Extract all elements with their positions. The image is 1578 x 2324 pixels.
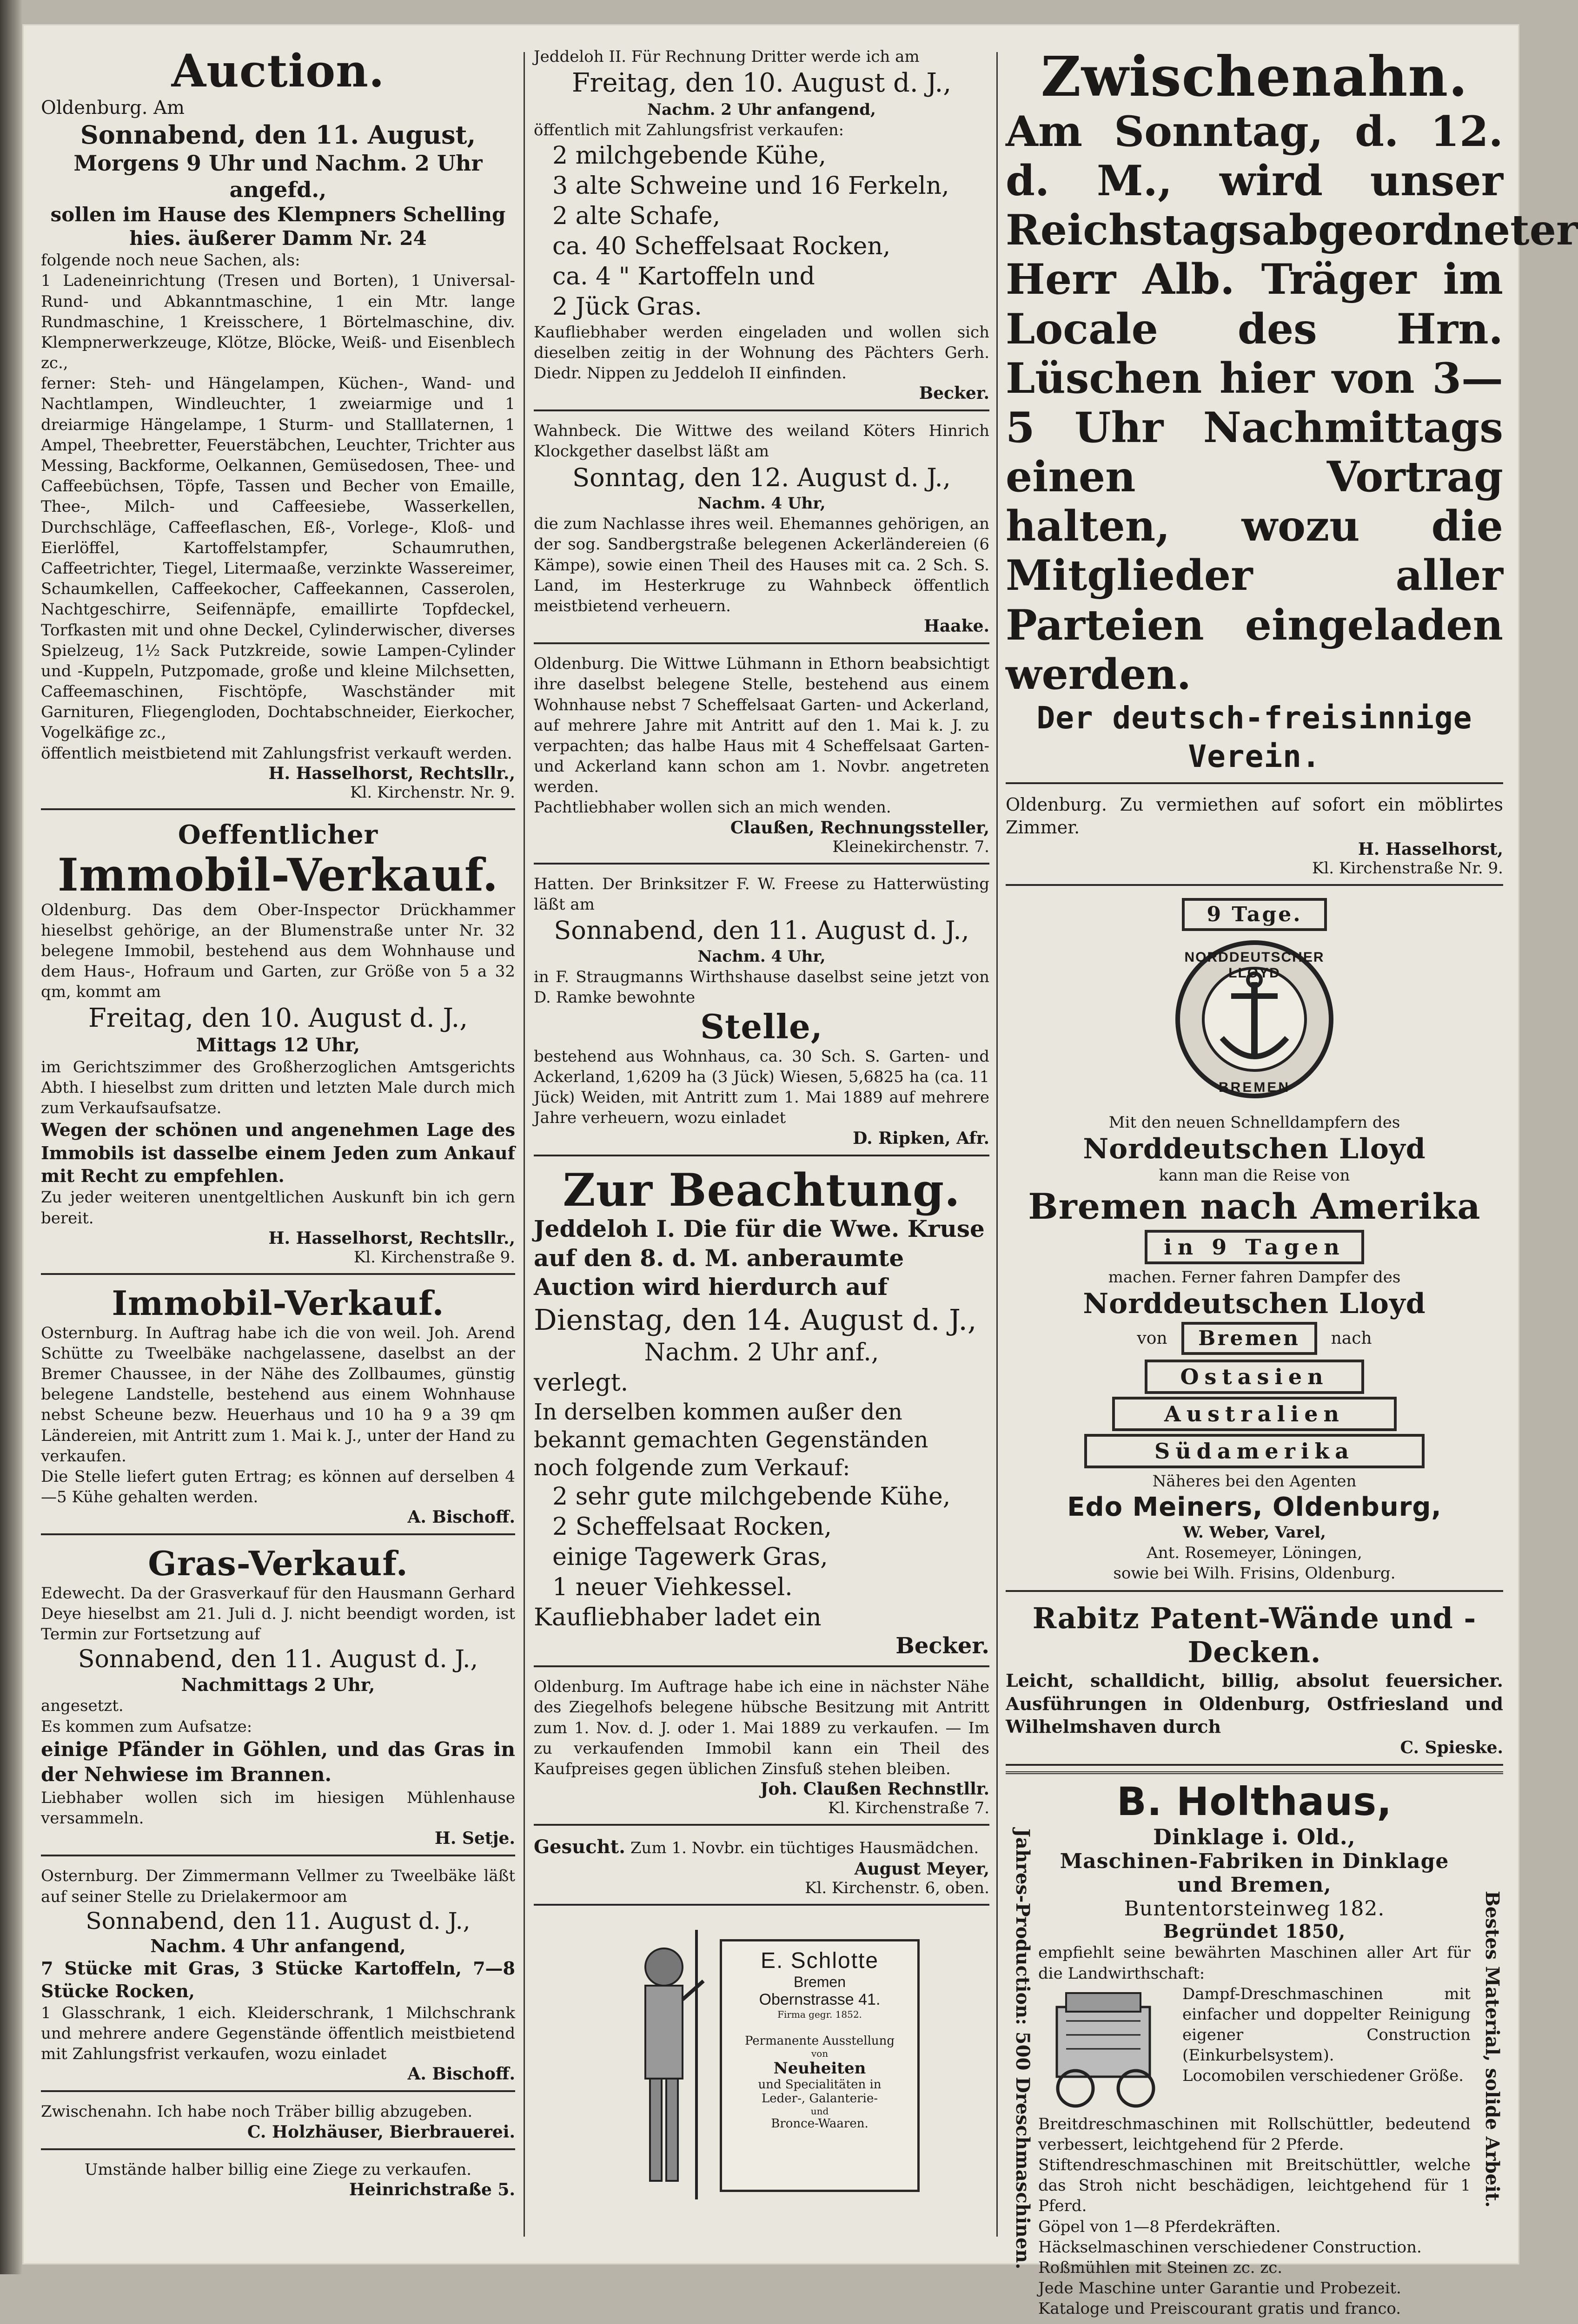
newspaper-page xyxy=(22,24,1578,2318)
immobil-1-title: Immobil-Verkauf. xyxy=(57,849,499,902)
lloyd-dest-australien: Australien xyxy=(1112,1397,1397,1431)
schlotte-line-1: Permanente Ausstellung xyxy=(744,2034,895,2048)
lloyd-name-2: Norddeutschen Lloyd xyxy=(1083,1287,1426,1320)
immobil-1-body-3: Zu jeder weiteren unentgeltlichen Auskunft bin ich gern bereit. xyxy=(41,1188,515,1228)
gras-time: Nachmittags 2 Uhr, xyxy=(181,1674,375,1696)
immobil-2-signature: A. Bischoff. xyxy=(407,1507,515,1527)
hatten-date: Sonnabend, den 11. August d. J., xyxy=(554,916,969,945)
osternburg-body-2: 1 Glasschrank, 1 eich. Kleiderschrank, 1 Milchschrank und mehrere andere Gegenstände öffentlich meistbietend mit Zahlungsfrist verkaufen, wozu einladet xyxy=(41,2003,515,2064)
beachtung-item: 1 neuer Viehkessel. xyxy=(552,1573,793,1602)
gesucht-label: Gesucht. xyxy=(534,1836,626,1858)
hatten-time: Nachm. 4 Uhr, xyxy=(697,947,826,966)
holthaus-item-6: Häckselmaschinen verschiedener Construction. xyxy=(1038,2238,1422,2257)
hatten-ad xyxy=(534,870,989,1156)
osternburg-signature: A. Bischoff. xyxy=(407,2064,515,2084)
auction-body-1: 1 Ladeneinrichtung (Tresen und Borten), 1 Universal-Rund- und Abkanntmaschine, 1 ein Mtr. lange Rundmaschine, 1 Kreisschere, 1 Börtelmaschine, div. Klempnerwerkzeuge, Klötze, Blöcke, Weiß- und Eisenblech zc., xyxy=(41,271,515,373)
lloyd-text-2: machen. Ferner fahren Dampfer des xyxy=(1108,1268,1401,1287)
jeddeloh-2-time: Nachm. 2 Uhr anfangend, xyxy=(647,100,876,119)
zwischenahn-title: Zwischenahn. xyxy=(1041,44,1468,109)
luehmann-signature: Claußen, Rechnungssteller, xyxy=(730,818,989,838)
lloyd-text-1: kann man die Reise von xyxy=(1159,1166,1350,1185)
holthaus-item-1: Dampf-Dreschmaschinen mit einfacher und doppelter Reinigung eigener Construction (Einkurbelsystem). xyxy=(1182,1984,1471,2065)
ziege-body: Umstände halber billig eine Ziege zu verkaufen. xyxy=(84,2160,472,2179)
lloyd-days: in 9 Tagen xyxy=(1145,1230,1364,1264)
luehmann-address: Kleinekirchenstr. 7. xyxy=(832,837,989,856)
holthaus-item-5: Göpel von 1—8 Pferdekräften. xyxy=(1038,2217,1281,2236)
jeddeloh-2-item: 3 alte Schweine und 16 Ferkeln, xyxy=(552,172,949,200)
auction-title: Auction. xyxy=(171,45,385,97)
immobil-2-body-2: Die Stelle liefert guten Ertrag; es können auf derselben 4—5 Kühe gehalten werden. xyxy=(41,1467,515,1507)
lloyd-emblem xyxy=(1157,936,1352,1112)
holthaus-item-3: Breitdreschmaschinen mit Rollschüttler, bedeutend verbessert, leichtgehend für 2 Pferde. xyxy=(1038,2114,1471,2154)
holthaus-title: B. Holthaus, xyxy=(1116,1779,1392,1825)
immobil-1-bold: Wegen der schönen und angenehmen Lage des Immobils ist dasselbe einem Jeden zum Ankauf mit Recht zu empfehlen. xyxy=(41,1119,515,1187)
ziegelhof-signature: Joh. Claußen Rechnstllr. xyxy=(760,1779,989,1799)
ziege-address: Heinrichstraße 5. xyxy=(349,2179,515,2199)
gesucht-ad xyxy=(534,1831,989,1906)
column-3 xyxy=(1006,43,1578,2318)
auction-ad xyxy=(41,43,515,810)
gras-date: Sonnabend, den 11. August d. J., xyxy=(78,1645,478,1673)
immobil-1-title-small: Oeffentlicher xyxy=(178,819,378,850)
immobil-ad-2 xyxy=(41,1281,515,1535)
lloyd-bremen: Bremen xyxy=(1181,1322,1317,1355)
zwischenahn-small-signature: C. Holzhäuser, Bierbrauerei. xyxy=(247,2122,515,2142)
immobil-1-time: Mittags 12 Uhr, xyxy=(196,1034,360,1056)
beachtung-signature: Becker. xyxy=(895,1633,989,1659)
lloyd-von: von xyxy=(1137,1329,1167,1348)
gras-body-1: Edewecht. Da der Grasverkauf für den Hausmann Gerhard Deye hieselbst am 21. Juli d. J. nicht beendigt worden, ist Termin zur Fortsetzung auf xyxy=(41,1584,515,1644)
schlotte-street: Obernstrasse 41. xyxy=(759,1991,881,2009)
gras-ad xyxy=(41,1541,515,1856)
auction-location: sollen im Hause des Klempners Schelling hies. äußerer Damm Nr. 24 xyxy=(50,203,506,250)
wahnbeck-signature: Haake. xyxy=(923,616,989,636)
holthaus-item-9: Kataloge und Preiscourant gratis und franco. xyxy=(1038,2299,1401,2318)
osternburg-ad xyxy=(41,1862,515,2092)
gras-title: Gras-Verkauf. xyxy=(148,1544,408,1584)
holthaus-place: Dinklage i. Old., xyxy=(1153,1824,1356,1850)
rabitz-body: Leicht, schalldicht, billig, absolut feuersicher. Ausführungen in Oldenburg, Ostfriesland und Wilhelmshaven durch xyxy=(1006,1670,1503,1737)
schlotte-founded: Firma gegr. 1852. xyxy=(777,2009,862,2020)
lloyd-nach: nach xyxy=(1331,1329,1372,1348)
column-rule-1 xyxy=(524,52,525,2237)
jeddeloh-2-item: ca. 4 " Kartoffeln und xyxy=(552,262,815,290)
wahnbeck-time: Nachm. 4 Uhr, xyxy=(697,494,826,513)
holthaus-item-8: Jede Maschine unter Garantie und Probezeit. xyxy=(1038,2279,1401,2298)
immobil-1-address: Kl. Kirchenstraße 9. xyxy=(353,1248,515,1267)
hasselhorst-room-address: Kl. Kirchenstraße Nr. 9. xyxy=(1312,858,1503,878)
auction-closing: öffentlich meistbietend mit Zahlungsfrist verkauft werden. xyxy=(41,744,512,763)
hasselhorst-room-body: Oldenburg. Zu vermiethen auf sofort ein möblirtes Zimmer. xyxy=(1006,794,1503,838)
schlotte-line-3: Neuheiten xyxy=(773,2059,866,2078)
holthaus-intro: empfiehlt seine bewährten Maschinen aller Art für die Landwirthschaft: xyxy=(1038,1943,1471,1983)
gesucht-address: Kl. Kirchenstr. 6, oben. xyxy=(805,1879,989,1898)
immobil-1-body-1: Oldenburg. Das dem Ober-Inspector Drückhammer hieselbst gehörige, an der Blumenstraße unter Nr. 32 belegene Immobil, bestehend aus dem Wohnhause und dem Haus-, Hofraum und Garten, zur Größe von 5 a 32 qm, kommt am xyxy=(41,900,515,1002)
holthaus-left-side: Jahres-Production: 500 Dreschmaschinen. xyxy=(1012,1829,1034,2270)
luehmann-ad xyxy=(534,650,989,865)
auction-date: Sonnabend, den 11. August, xyxy=(80,119,476,150)
osternburg-date: Sonnabend, den 11. August d. J., xyxy=(86,1907,471,1934)
herald-figure-illustration xyxy=(627,1925,710,2204)
holthaus-item-2: Locomobilen verschiedener Größe. xyxy=(1182,2067,1464,2086)
holthaus-right-side: Bestes Material, solide Arbeit. xyxy=(1481,1890,1503,2208)
auction-intro: folgende noch neue Sachen, als: xyxy=(41,251,300,270)
lloyd-emblem-bottom: BREMEN xyxy=(1218,1079,1290,1095)
gesucht-body: Zum 1. Novbr. ein tüchtiges Hausmädchen. xyxy=(630,1839,979,1858)
hatten-body-3: bestehend aus Wohnhaus, ca. 30 Sch. S. Garten- und Ackerland, 1,6209 ha (3 Jück) Wiesen, 5,6825 ha (ca. 11 Jück) Weiden, mit Antritt zum 1. Mai 1889 auf mehrere Jahre verheuern, wozu einladet xyxy=(534,1047,989,1128)
osternburg-body-1: Osternburg. Der Zimmermann Vellmer zu Tweelbäke läßt auf seiner Stelle zu Drielakermoor am xyxy=(41,1867,515,1906)
gras-body-2: angesetzt. xyxy=(41,1697,124,1716)
lloyd-agent-4: sowie bei Wilh. Frisins, Oldenburg. xyxy=(1113,1564,1396,1583)
hatten-body-1: Hatten. Der Brinksitzer F. W. Freese zu Hatterwüsting läßt am xyxy=(534,874,989,914)
jeddeloh-2-item: 2 alte Schafe, xyxy=(552,202,721,230)
holthaus-machine-row xyxy=(1038,1984,1471,2114)
gras-bold: einige Pfänder in Göhlen, und das Gras in der Nehwiese im Brannen. xyxy=(41,1737,515,1786)
schlotte-line-5: Leder-, Galanterie- xyxy=(761,2092,878,2106)
schlotte-name: E. Schlotte xyxy=(760,1948,879,1974)
column-rule-2 xyxy=(996,52,998,2237)
rabitz-signature: C. Spieske. xyxy=(1400,1738,1503,1758)
threshing-machine-illustration xyxy=(1038,1984,1178,2114)
wahnbeck-body-2: die zum Nachlasse ihres weil. Ehemannes gehörigen, an der sog. Sandbergstraße belegenen Ackerländereien (6 Kämpe), sowie einen Theil des Hauses mit ca. 2 Sch. S. Land, im Hesterkruge zu Wahnbeck öffentlich meistbietend verheuern. xyxy=(534,515,989,615)
hatten-stelle: Stelle, xyxy=(700,1007,823,1047)
jeddeloh-2-body-1: Jeddeloh II. Für Rechnung Dritter werde ich am xyxy=(534,47,920,66)
beachtung-body-2: verlegt. xyxy=(534,1369,629,1397)
auction-body-2: ferner: Steh- und Hängelampen, Küchen-, Wand- und Nachtlampen, Windleuchter, 1 zweiarmige und 1 dreiarmige Hängelampe, 1 Sturm- und Stalllaternen, 1 Ampel, Theebretter, Feuerstäbchen, Leuchter, Trichter aus Messing, Backforme, Oelkannen, Gemüsedosen, Thee- und Caffeebüchsen, Töpfe, Tassen und Becher von Emaille, Thee-, Milch- und Caffeesiebe, Wasserkellen, Durchschläge, Caffeeflaschen, Eß-, Vorlege-, Kloß- und Eierlöffel, Kartoffelstampfer, Schaumruthen, Caffeetrichter, Tiegel, Litermaaße, verzinkte Wassereimer, Schaumkellen, Caffeekocher, Caffeekannen, Casserolen, Nachtgeschirre, Seifennäpfe, emaillirte Topfdeckel, Torfkasten mit und ohne Deckel, Cylinderwischer, diverses Spielzeug, 1½ Sack Putzkreide, sowie Lampen-Cylinder und -Kuppeln, Putzpomade, große und kleine Milchsetten, Caffeemaschinen, Fischtöpfe, Waschständer mit Garnituren, Fliegengloden, Dochtabschneider, Eierkocher, Vogelkäfige zc., xyxy=(41,374,515,742)
immobil-ad-1 xyxy=(41,816,515,1275)
wahnbeck-date: Sonntag, den 12. August d. J., xyxy=(572,462,951,492)
hatten-body-2: in F. Straugmanns Wirthshause daselbst seine jetzt von D. Ramke bewohnte xyxy=(534,967,989,1007)
immobil-2-title: Immobil-Verkauf. xyxy=(112,1283,444,1323)
immobil-1-signature: H. Hasselhorst, Rechtsllr., xyxy=(268,1228,515,1248)
beachtung-ad xyxy=(534,1162,989,1668)
column-2 xyxy=(534,43,989,2246)
beachtung-time: Nachm. 2 Uhr anf., xyxy=(644,1339,879,1367)
lloyd-emblem-top: NORDDEUTSCHER LLOYD xyxy=(1184,949,1325,981)
ziegelhof-ad xyxy=(534,1673,989,1826)
lloyd-agent-2: W. Weber, Varel, xyxy=(1183,1523,1326,1542)
ziege-ad xyxy=(41,2156,515,2206)
hasselhorst-room-ad xyxy=(1006,790,1503,886)
gras-signature: H. Setje. xyxy=(434,1829,515,1849)
lloyd-name-1: Norddeutschen Lloyd xyxy=(1083,1133,1426,1166)
auction-signature: H. Hasselhorst, Rechtsllr., xyxy=(268,763,515,783)
zwischenahn-small-body: Zwischenahn. Ich habe noch Träber billig abzugeben. xyxy=(41,2102,473,2121)
gras-body-4: Liebhaber wollen sich im hiesigen Mühlenhause versammeln. xyxy=(41,1788,515,1828)
hatten-signature: D. Ripken, Afr. xyxy=(853,1128,989,1148)
holthaus-address: Buntentorsteinweg 182. xyxy=(1124,1897,1385,1921)
immobil-1-date: Freitag, den 10. August d. J., xyxy=(88,1003,468,1033)
beachtung-body-1: Jeddeloh I. Die für die Wwe. Kruse auf den 8. d. M. anberaumte Auction wird hierdurch auf xyxy=(534,1215,985,1301)
zwischenahn-signature: Der deutsch-freisinnige Verein. xyxy=(1036,700,1472,774)
ziegelhof-address: Kl. Kirchenstraße 7. xyxy=(828,1799,989,1818)
lloyd-agent-1: Edo Meiners, Oldenburg, xyxy=(1067,1492,1442,1522)
lloyd-days-top: 9 Tage. xyxy=(1182,898,1327,931)
gesucht-signature: August Meyer, xyxy=(854,1859,989,1879)
beachtung-item: 2 Scheffelsaat Rocken, xyxy=(552,1513,832,1541)
jeddeloh-2-item: ca. 40 Scheffelsaat Rocken, xyxy=(552,232,891,260)
auction-address: Kl. Kirchenstr. Nr. 9. xyxy=(350,783,515,802)
jeddeloh-2-date: Freitag, den 10. August d. J., xyxy=(571,68,952,99)
schlotte-placard xyxy=(720,1939,920,2192)
beachtung-body-3: In derselben kommen außer den bekannt gemachten Gegenständen noch folgende zum Verkauf: xyxy=(534,1399,928,1481)
lloyd-agents: Näheres bei den Agenten xyxy=(1152,1472,1357,1491)
wahnbeck-body-1: Wahnbeck. Die Wittwe des weiland Köters Hinrich Klockgether daselbst läßt am xyxy=(534,422,989,461)
lloyd-dest-suedamerika: Südamerika xyxy=(1084,1434,1425,1468)
schlotte-line-6: und xyxy=(810,2106,829,2117)
luehmann-body-1: Oldenburg. Die Wittwe Lühmann in Ethorn beabsichtigt ihre daselbst belegene Stelle, bestehend aus einem Wohnhause nebst 7 Scheffelsaat Garten- und Ackerland, auf mehrere Jahre mit Antritt auf den 1. Mai k. J. zu verpachten; das halbe Haus mit 4 Scheffelsaat Garten- und Ackerland kann schon am 1. Novbr. angetreten werden. xyxy=(534,654,989,797)
beachtung-item: einige Tagewerk Gras, xyxy=(552,1543,828,1571)
luehmann-body-2: Pachtliebhaber wollen sich an mich wenden. xyxy=(534,798,891,817)
column-1 xyxy=(41,43,515,2246)
jeddeloh-2-body-3: Kaufliebhaber werden eingeladen und wollen sich dieselben zeitig in der Wohnung des Pächters Gerh. Diedr. Nippen zu Jeddeloh II einfinden. xyxy=(534,323,989,383)
zwischenahn-body: Am Sonntag, d. 12. d. M., wird unser Reichstagsabgeordneter Herr Alb. Träger im Locale des Hrn. Lüschen hier von 3—5 Uhr Nachmittags einen Vortrag halten, wozu die Mitglieder aller Parteien eingeladen werden. xyxy=(1006,106,1578,699)
rabitz-title: Rabitz Patent-Wände und -Decken. xyxy=(1032,1601,1477,1670)
wahnbeck-ad xyxy=(534,417,989,644)
osternburg-bold: 7 Stücke mit Gras, 3 Stücke Kartoffeln, 7—8 Stücke Rocken, xyxy=(41,1958,515,2002)
beachtung-body-4: Kaufliebhaber ladet ein xyxy=(534,1604,822,1632)
rabitz-ad xyxy=(1006,1598,1503,1766)
immobil-1-body-2: im Gerichtszimmer des Großherzoglichen Amtsgerichts Abth. I hieselbst zum dritten und letzten Male durch mich zum Verkaufsaufsatze. xyxy=(41,1057,515,1118)
beachtung-title: Zur Beachtung. xyxy=(563,1163,961,1216)
osternburg-time: Nachm. 4 Uhr anfangend, xyxy=(150,1935,406,1956)
lloyd-route: Bremen nach Amerika xyxy=(1028,1186,1481,1228)
holthaus-founded: Begründet 1850, xyxy=(1163,1921,1346,1943)
jeddeloh-2-item: 2 milchgebende Kühe, xyxy=(552,141,826,170)
zwischenahn-ad xyxy=(1006,43,1578,784)
ziegelhof-body: Oldenburg. Im Auftrage habe ich eine in nächster Nähe des Ziegelhofs belegene hübsche Besitzung mit Antritt zum 1. Nov. d. J. oder 1. Mai 1889 zu verkaufen. — Im zu verkaufenden Immobil kann ein Theil des Kaufpreises gegen üblichen Zinsfuß stehen bleiben. xyxy=(534,1677,989,1778)
schlotte-ad xyxy=(534,1911,989,2210)
lloyd-agent-3: Ant. Rosemeyer, Löningen, xyxy=(1147,1543,1362,1562)
jeddeloh-2-ad xyxy=(534,43,989,411)
auction-time: Morgens 9 Uhr und Nachm. 2 Uhr angefd., xyxy=(73,151,483,202)
beachtung-item: 2 sehr gute milchgebende Kühe, xyxy=(552,1483,951,1511)
schlotte-line-7: Bronce-Waaren. xyxy=(771,2117,869,2131)
book-spine xyxy=(0,0,22,2274)
lloyd-intro: Mit den neuen Schnelldampfern des xyxy=(1108,1113,1400,1132)
lloyd-von-row xyxy=(1006,1320,1503,1357)
lloyd-ad xyxy=(1006,891,1503,1592)
zwischenahn-small-ad xyxy=(41,2098,515,2150)
jeddeloh-2-item: 2 Jück Gras. xyxy=(552,292,702,321)
beachtung-date: Dienstag, den 14. August d. J., xyxy=(534,1302,977,1337)
holthaus-item-4: Stiftendreschmaschinen mit Breitschüttler, welche das Stroh nicht beschädigen, leichtgehend für 1 Pferd. xyxy=(1038,2156,1471,2216)
immobil-2-body-1: Osternburg. In Auftrag habe ich die von weil. Joh. Arend Schütte zu Tweelbäke nachgelassene, daselbst an der Bremer Chaussee, in der Nähe des Zollbaumes, günstig belegene Landstelle, bestehend aus einem Wohnhause nebst Scheune bezw. Heuerhaus und 10 ha 9 a 39 qm Ländereien, mit Antritt zum 1. Mai k. J., unter der Hand zu verkaufen. xyxy=(41,1323,515,1466)
jeddeloh-2-signature: Becker. xyxy=(919,383,989,403)
jeddeloh-2-body-2: öffentlich mit Zahlungsfrist verkaufen: xyxy=(534,121,844,140)
auction-place: Oldenburg. Am xyxy=(41,97,185,119)
lloyd-dest-ostasien: Ostasien xyxy=(1145,1360,1364,1394)
holthaus-ad xyxy=(1006,1771,1503,2324)
schlotte-line-4: und Specialitäten in xyxy=(758,2078,882,2092)
schlotte-city: Bremen xyxy=(793,1974,846,1991)
gras-body-3: Es kommen zum Aufsatze: xyxy=(41,1717,252,1736)
holthaus-sub-1: Maschinen-Fabriken in Dinklage und Bremen, xyxy=(1060,1849,1449,1897)
schlotte-line-2: von xyxy=(811,2048,829,2060)
hasselhorst-room-signature: H. Hasselhorst, xyxy=(1358,839,1503,859)
holthaus-item-7: Roßmühlen mit Steinen zc. zc. xyxy=(1038,2258,1283,2277)
